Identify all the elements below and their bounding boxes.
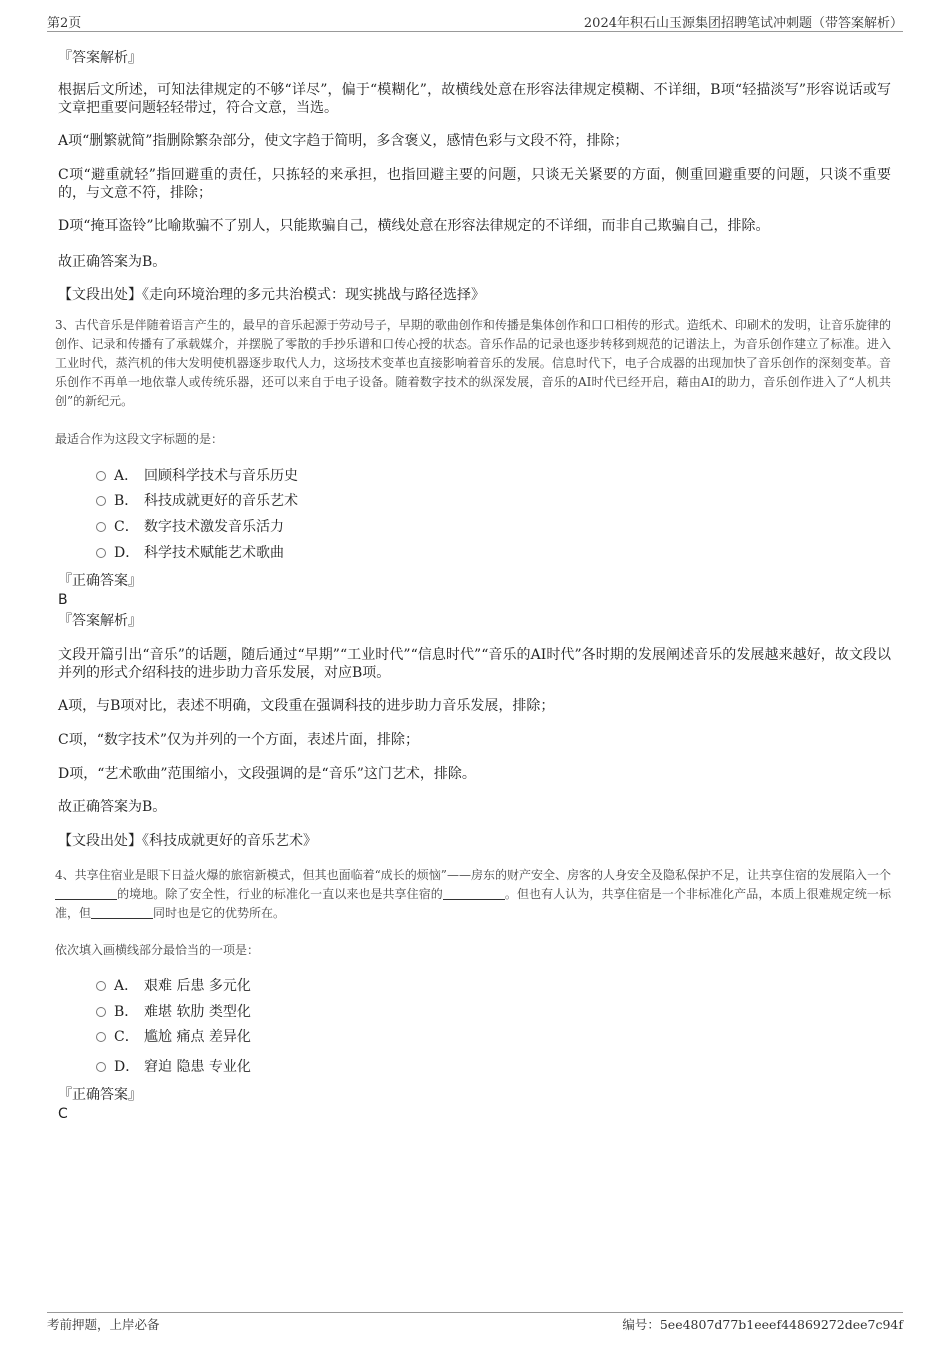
option-letter: B． bbox=[114, 493, 139, 509]
footer-divider bbox=[47, 1312, 903, 1313]
radio-icon[interactable] bbox=[96, 1032, 106, 1042]
header-divider bbox=[47, 31, 903, 32]
q4-answer: C bbox=[58, 1106, 68, 1122]
radio-icon[interactable] bbox=[96, 548, 106, 558]
q2-analysis-option-a: A项“删繁就简”指删除繁杂部分，使文字趋于简明，多含褒义，感情色彩与文段不符，排除； bbox=[58, 133, 629, 149]
document-id: 编号：5ee4807d77b1eeef44869272dee7c94f bbox=[622, 1317, 903, 1332]
page-header bbox=[47, 12, 903, 30]
option-text: 数字技术激发音乐活力 bbox=[144, 519, 284, 535]
footer-slogan: 考前押题，上岸必备 bbox=[47, 1317, 160, 1332]
q4-option-a[interactable] bbox=[96, 977, 251, 995]
option-text: 窘迫 隐患 专业化 bbox=[144, 1059, 251, 1075]
fill-blank-2 bbox=[443, 887, 505, 900]
q3-option-b[interactable] bbox=[96, 492, 298, 510]
q4-passage-part-4: 同时也是它的优势所在。 bbox=[153, 906, 286, 920]
option-text: 难堪 软肋 类型化 bbox=[144, 1004, 251, 1020]
option-text: 艰难 后患 多元化 bbox=[144, 978, 251, 994]
q3-question: 最适合作为这段文字标题的是： bbox=[55, 432, 224, 446]
q4-option-c[interactable] bbox=[96, 1028, 251, 1046]
q3-analysis-option-d: D项，“艺术歌曲”范围缩小，文段强调的是“音乐”这门艺术，排除。 bbox=[58, 766, 476, 782]
q3-passage: 3、古代音乐是伴随着语言产生的，最早的音乐起源于劳动号子，早期的歌曲创作和传播是集体创作和口口相传的形式。造纸术、印刷术的发明，让音乐旋律的创作、记录和传播有了承载媒介，并摆脱了零散的手抄乐谱和口传心授的状态。音乐作品的记录也逐步转移到规范的记谱法上，为音乐创作建立了标准。进入工业时代，蒸汽机的伟大发明使机器逐步取代人力，这场技术变革也直接影响着音乐的发展。信息时代下，电子合成器的出现加快了音乐创作的深刻变革。音乐创作不再单一地依靠人或传统乐器，还可以来自于电子设备。随着数字技术的纵深发展，音乐的AI时代已经开启，藉由AI的助力，音乐创作进入了“人机共创”的新纪元。 bbox=[55, 318, 891, 408]
option-text: 回顾科学技术与音乐历史 bbox=[144, 468, 298, 484]
page-number: 第2页 bbox=[47, 16, 82, 31]
option-letter: D． bbox=[114, 1059, 140, 1075]
q3-analysis-option-c: C项，“数字技术”仅为并列的一个方面，表述片面，排除； bbox=[58, 732, 420, 748]
option-text: 科学技术赋能艺术歌曲 bbox=[144, 545, 284, 561]
q2-source: 【文段出处】《走向环境治理的多元共治模式：现实挑战与路径选择》 bbox=[58, 287, 485, 303]
fill-blank-3 bbox=[91, 906, 153, 919]
q2-analysis-label: 『答案解析』 bbox=[58, 50, 142, 66]
q3-analysis-paragraph: 文段开篇引出“音乐”的话题，随后通过“早期”“工业时代”“信息时代”“音乐的AI时代”各时期的发展阐述音乐的发展越来越好，故文段以并列的形式介绍科技的进步助力音乐发展，对应B项。 bbox=[58, 647, 891, 681]
q3-answer-label: 『正确答案』 bbox=[58, 573, 142, 589]
q3-conclusion: 故正确答案为B。 bbox=[58, 799, 167, 815]
document-title: 2024年积石山玉源集团招聘笔试冲刺题（带答案解析） bbox=[583, 16, 903, 31]
fill-blank-1 bbox=[55, 887, 117, 900]
q3-analysis-option-a: A项，与B项对比，表述不明确，文段重在强调科技的进步助力音乐发展，排除； bbox=[58, 698, 555, 714]
q3-option-d[interactable] bbox=[96, 544, 284, 562]
option-letter: D． bbox=[114, 545, 140, 561]
option-letter: B． bbox=[114, 1004, 139, 1020]
radio-icon[interactable] bbox=[96, 522, 106, 532]
q4-passage-part-1: 4、共享住宿业是眼下日益火爆的旅宿新模式，但其也面临着“成长的烦恼”——房东的财产安全、房客的人身安全及隐私保护不足，让共享住宿的发展陷入一个 bbox=[55, 868, 891, 882]
q3-source: 【文段出处】《科技成就更好的音乐艺术》 bbox=[58, 833, 317, 849]
q4-passage bbox=[55, 866, 891, 923]
option-letter: A． bbox=[114, 468, 139, 484]
q3-analysis-label: 『答案解析』 bbox=[58, 613, 142, 629]
option-letter: A． bbox=[114, 978, 139, 994]
q4-answer-label: 『正确答案』 bbox=[58, 1087, 142, 1103]
radio-icon[interactable] bbox=[96, 1062, 106, 1072]
radio-icon[interactable] bbox=[96, 471, 106, 481]
q4-question: 依次填入画横线部分最恰当的一项是： bbox=[55, 943, 260, 957]
radio-icon[interactable] bbox=[96, 496, 106, 506]
q4-passage-part-3: 。但也有人认为，共享住宿是一个非标准化产品，本质上很难规定统一标准，但 bbox=[55, 887, 891, 920]
q2-conclusion: 故正确答案为B。 bbox=[58, 254, 167, 270]
option-text: 科技成就更好的音乐艺术 bbox=[144, 493, 298, 509]
q2-analysis-option-c: C项“避重就轻”指回避重的责任，只拣轻的来承担，也指回避主要的问题，只谈无关紧要的方面，侧重回避重要的问题，只谈不重要的，与文意不符，排除； bbox=[58, 167, 891, 201]
option-letter: C． bbox=[114, 519, 139, 535]
q3-answer: B bbox=[58, 592, 68, 608]
q4-option-d[interactable] bbox=[96, 1058, 251, 1076]
q2-analysis-option-d: D项“掩耳盗铃”比喻欺骗不了别人，只能欺骗自己，横线处意在形容法律规定的不详细，而非自己欺骗自己，排除。 bbox=[58, 218, 770, 234]
option-letter: C． bbox=[114, 1029, 139, 1045]
q4-option-b[interactable] bbox=[96, 1003, 251, 1021]
q3-option-c[interactable] bbox=[96, 518, 284, 536]
q4-passage-part-2: 的境地。除了安全性，行业的标准化一直以来也是共享住宿的 bbox=[117, 887, 443, 901]
q2-analysis-paragraph: 根据后文所述，可知法律规定的不够“详尽”，偏于“模糊化”，故横线处意在形容法律规定模糊、不详细，B项“轻描淡写”形容说话或写文章把重要问题轻轻带过，符合文意，当选。 bbox=[58, 82, 891, 116]
radio-icon[interactable] bbox=[96, 981, 106, 991]
option-text: 尴尬 痛点 差异化 bbox=[144, 1029, 251, 1045]
q3-option-a[interactable] bbox=[96, 467, 298, 485]
radio-icon[interactable] bbox=[96, 1007, 106, 1017]
